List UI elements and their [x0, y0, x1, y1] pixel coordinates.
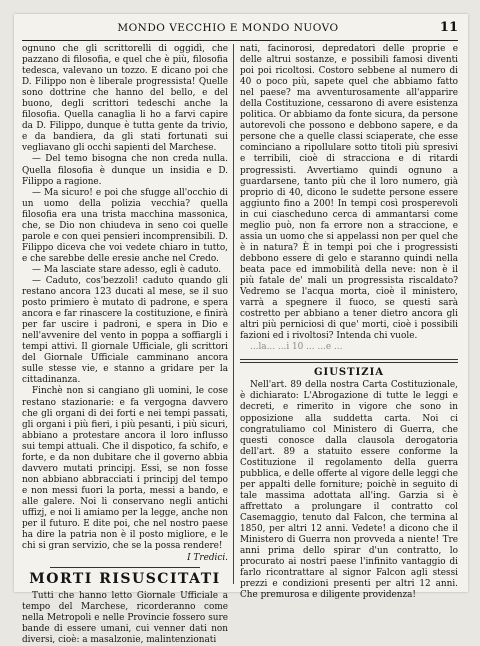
article-signature: I Tredici.	[187, 553, 228, 564]
paragraph: Tutti che hanno letto Giornale Ufficiale a tempo del Marchese, ricorderanno come nella Metropoli e nelle Provincie fossero sure bande di essere umani, cui venner dati non diversi, cioè: a masalzonie, malintenzionati	[22, 591, 228, 646]
faded-text: ...la... ...i 10 ... ...e ...	[250, 342, 343, 353]
running-head: MONDO VECCHIO E MONDO NUOVO	[117, 22, 339, 34]
page-number: 11	[439, 20, 458, 35]
paragraph: Finchè non si cangiano gli uomini, le cose restano stazionarie: e fa vergogna davvero che gli organi di dei forti e nei tempi passati, gli organi i più fieri, i più pesanti, i più sicuri, abbiano a protestare ancora il loro influsso sui tempi attuali. Che il dispotico, fa schifo, e forte, e da non dubitare che il governo abbia davvero mutati principj. Essi, se non fosse non abbiano abbracciati i principj del tempo e non messi fuori la porta, messi a bando, e alle galere. Noi li conservano negli antichi uffizj, e noi li amiamo per la legge, anche non per il futuro. E dite poi, che nel nostro paese ha dire la patria non è il posto migliore, e le chi si gran servizio, che se la possa rendere!	[22, 386, 228, 552]
section-title: GIUSTIZIA	[313, 367, 384, 379]
paragraph: — Caduto, cos'bezzoli! caduto quando gli restano ancora 123 ducati al mese, se il suo posto primiero è mutato di padrone, e spera ancora e far rinascere la costituzione, e finirà per far uscire i padroni, e spera in Dio e nell'avvenire del vento in poppa a soffiargli i tempi attivi. Il giornale Ufficiale, gli scrittori del Giornale Ufficiale camminano ancora sulle stesse vie, e stanno a gridare per la cittadinanza.	[22, 275, 228, 386]
separator-line	[50, 567, 200, 568]
paragraph: — Ma lasciate stare adesso, egli è caduto.	[32, 264, 222, 275]
paragraph: ognuno che gli scrittorelli di oggidì, che pazzano di filosofia, e quel che è più, filosofia tedesca, valevano un tozzo. E dicano poi che D. Filippo non è liberale progressista! Quelle sono dottrine che hanno del bello, e del buono, degli scrittori tedeschi anche la filosofia. Quella canaglia li ho a farvi capire da D. Filippo, dunque è tutta gente da trivio, e da bandiera, da gli stati fortunati sui vegliavano gli occhi sapienti del Marchese.	[22, 44, 228, 154]
paragraph: — Ma sicuro! e poi che sfugge all'occhio di un uomo della polizia vecchia? quella filosofia era una trista macchina massonica, che, se Dio non chiudeva in seno coi quelle parole e con quei pensieri incomprensibili. D. Filippo diceva che voi vedete chiaro in tutto, e che sarebbe delle eresie anche nel Credo.	[22, 187, 228, 264]
left-column	[22, 44, 228, 646]
article-headline: MORTI RISUSCITATI	[29, 571, 221, 588]
right-column	[240, 44, 458, 601]
paragraph: Nell'art. 89 della nostra Carta Costituzionale, è dichiarato: L'Abrogazione di tutte le leggi e decreti, e rimerito in vigore che sono in opposizione alla suddetta carta. Noi ci congratuliamo col Ministero di Guerra, che questi conosce dalla clausola derogatoria dell'art. 89 a statuito essere conforme la Costituzione il regolamento della guerra pubblica, e delle offerte al vigore delle leggi che per appalti delle forniture; poichè in seguito di tale massima adottata all'ing. Garzia si è affrettato a prolungare il contratto col Casemaggio, tenuto dal Falcon, che termina al 1850, per altri 12 anni. Vedete! a dicono che il Ministero di Guerra non provveda a niente! Tre anni prima dello spirar d'un contratto, lo procurato ai nostri paese l'infinito vantaggio di farlo ricontrattare al signor Falcon agli stessi prezzi e condizioni presenti per altri 12 anni. Che premurosa e diligente providenza!	[240, 380, 458, 601]
column-rule	[233, 44, 234, 584]
page-header	[22, 18, 458, 41]
paragraph: nati, facinorosi, depredatori delle proprie e delle altrui sostanze, e possibili famosi diventi poi poi ricoltosi. Costoro sebbene al numero di 40 o poco più, sapete quel che abbiamo fatto nel paese? ma avventurosamente all'apparire della Costituzione, cessarono di avere esistenza politica. Or abbiamo da fonte sicura, da persone autorevoli che possono e debbono sapere, e da persone che a quelle classi sciaperate, che esse cominciano a ripollulare sotto titoli più spresivi e terribili, cioè di stracciona e di ritardi progressisti. Avvertiamo quindi ognuno a guardarsene, tanto più che il loro numero, già proprio di 40, dicono le sudette persone essere aggiunto fino a 200! In tempi così prosperevoli in cui ciascheduno cerca di ammantarsi come meglio può, non fa errore non a straccione, e assia un uomo che si appelassi non per quel che è in natura? È in tempi poi che i progressisti debbono essere di gelo e staranno quindi nella beata pace ed immobilità della neve: non è il più fatale de' mali un progressista riscaldato? Vedremo se l'acqua morta, cioè il ministero, varrà a spegnere il fuoco, se questi sarà costretto per abbiano a tener dietro ancora gli altri più perniciosi di que' morti, cioè i possibili fazioni ed i rivoltosi? Intenda chi vuole.	[240, 44, 458, 342]
paragraph: — Del temo bisogna che non creda nulla. Quella filosofia è dunque un insidia e D. Filippo a ragione.	[22, 154, 228, 187]
section-separator	[240, 359, 458, 363]
newspaper-page	[14, 14, 468, 646]
